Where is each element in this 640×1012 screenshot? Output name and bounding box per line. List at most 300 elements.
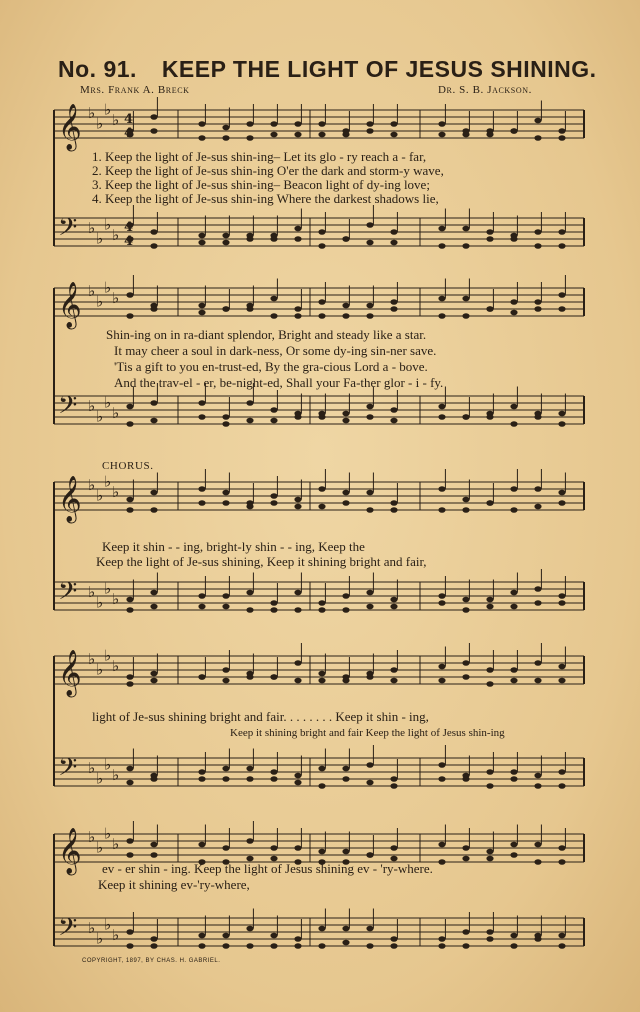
note-head <box>270 418 277 424</box>
note-head <box>342 313 349 319</box>
note-head <box>198 400 205 406</box>
note-head <box>342 766 349 772</box>
note-head <box>510 769 517 775</box>
flat-sign: ♭ <box>104 472 112 491</box>
chorus-bass-line-1: Keep the light of Je-sus shining, Keep it shining bright and fair, <box>96 554 427 569</box>
note-head <box>534 936 541 942</box>
note-head <box>126 507 133 513</box>
note-head <box>198 776 205 782</box>
note-head <box>246 418 253 424</box>
note-head <box>390 678 397 684</box>
note-head <box>366 762 373 768</box>
note-head <box>438 776 445 782</box>
note-head <box>342 132 349 138</box>
note-head <box>486 667 493 673</box>
note-head <box>510 842 517 848</box>
note-head <box>270 500 277 506</box>
note-head <box>534 842 541 848</box>
note-head <box>390 936 397 942</box>
note-head <box>222 766 229 772</box>
note-head <box>462 845 469 851</box>
verse-4-line-2: And the trav-el - er, be-night-ed, Shall your Fa-ther glor - i - fy. <box>114 375 444 390</box>
note-head <box>486 500 493 506</box>
flat-sign: ♭ <box>96 114 104 133</box>
note-head <box>558 769 565 775</box>
note-head <box>222 845 229 851</box>
flat-sign: ♭ <box>88 104 96 122</box>
flat-sign: ♭ <box>112 835 120 853</box>
note-head <box>198 933 205 939</box>
note-head <box>126 292 133 298</box>
note-head <box>246 674 253 680</box>
note-head <box>558 593 565 599</box>
note-head <box>150 852 157 858</box>
note-head <box>510 404 517 410</box>
note-head <box>534 600 541 606</box>
note-head <box>390 667 397 673</box>
note-head <box>462 507 469 513</box>
note-head <box>294 504 301 510</box>
note-head <box>270 296 277 302</box>
flat-sign: ♭ <box>112 483 120 501</box>
note-head <box>150 776 157 782</box>
note-head <box>270 236 277 242</box>
note-head <box>486 306 493 312</box>
note-head <box>390 306 397 312</box>
note-head <box>126 852 133 858</box>
note-head <box>270 121 277 127</box>
note-head <box>462 607 469 613</box>
note-head <box>126 404 133 410</box>
note-head <box>462 226 469 232</box>
note-head <box>150 936 157 942</box>
note-head <box>222 678 229 684</box>
note-head <box>510 933 517 939</box>
note-head <box>510 678 517 684</box>
note-head <box>438 678 445 684</box>
note-head <box>150 507 157 513</box>
note-head <box>342 607 349 613</box>
flat-sign: ♭ <box>96 407 104 426</box>
note-head <box>294 121 301 127</box>
note-head <box>150 943 157 949</box>
note-head <box>438 296 445 302</box>
note-head <box>198 310 205 316</box>
bass-clef: 𝄢 <box>58 577 78 612</box>
note-head <box>486 856 493 862</box>
time-signature-top: 4 <box>124 220 134 235</box>
note-head <box>246 838 253 844</box>
note-head <box>510 590 517 596</box>
note-head <box>270 933 277 939</box>
note-head <box>366 121 373 127</box>
note-head <box>126 313 133 319</box>
note-head <box>462 296 469 302</box>
note-head <box>534 118 541 124</box>
note-head <box>366 414 373 420</box>
note-head <box>150 114 157 120</box>
note-head <box>486 849 493 855</box>
note-head <box>294 773 301 779</box>
note-head <box>510 421 517 427</box>
note-head <box>150 590 157 596</box>
flat-sign: ♭ <box>104 579 112 598</box>
note-head <box>510 852 517 858</box>
note-head <box>558 135 565 141</box>
note-head <box>366 674 373 680</box>
note-head <box>150 128 157 134</box>
note-head <box>438 313 445 319</box>
note-head <box>462 243 469 249</box>
flat-sign: ♭ <box>88 397 96 415</box>
note-head <box>246 926 253 932</box>
note-head <box>510 236 517 242</box>
note-head <box>366 222 373 228</box>
note-head <box>198 674 205 680</box>
note-head <box>318 943 325 949</box>
note-head <box>246 121 253 127</box>
note-head <box>294 660 301 666</box>
note-head <box>198 842 205 848</box>
flat-sign: ♭ <box>112 111 120 129</box>
note-head <box>534 660 541 666</box>
note-head <box>438 762 445 768</box>
note-head <box>390 845 397 851</box>
note-head <box>222 490 229 496</box>
flat-sign: ♭ <box>88 282 96 300</box>
note-head <box>366 926 373 932</box>
flat-sign: ♭ <box>96 838 104 857</box>
verse-3-line-1: 3. Keep the light of Je-sus shin-ing– Beacon light of dy-ing love; <box>92 177 430 192</box>
note-head <box>150 400 157 406</box>
bass-clef: 𝄢 <box>58 913 78 948</box>
treble-clef: 𝄞 <box>58 828 82 874</box>
note-head <box>318 783 325 789</box>
note-head <box>462 132 469 138</box>
note-head <box>198 233 205 239</box>
chorus-label: CHORUS. <box>102 460 154 472</box>
note-head <box>438 943 445 949</box>
note-head <box>366 490 373 496</box>
note-head <box>246 776 253 782</box>
note-head <box>486 597 493 603</box>
flat-sign: ♭ <box>96 929 104 948</box>
note-head <box>294 313 301 319</box>
flat-sign: ♭ <box>96 660 104 679</box>
flat-sign: ♭ <box>112 226 120 244</box>
note-head <box>510 776 517 782</box>
flat-sign: ♭ <box>96 229 104 248</box>
verse-3-line-2: 'Tis a gift to you en-trust-ed, By the gra-cious Lord a - bove. <box>114 359 428 374</box>
note-head <box>222 604 229 610</box>
note-head <box>270 845 277 851</box>
note-head <box>222 125 229 131</box>
note-head <box>246 236 253 242</box>
note-head <box>222 306 229 312</box>
note-head <box>246 135 253 141</box>
flat-sign: ♭ <box>112 404 120 422</box>
flat-sign: ♭ <box>96 593 104 612</box>
note-head <box>342 926 349 932</box>
note-head <box>126 497 133 503</box>
flat-sign: ♭ <box>88 759 96 777</box>
note-head <box>318 121 325 127</box>
note-head <box>270 769 277 775</box>
flat-sign: ♭ <box>104 393 112 412</box>
note-head <box>366 604 373 610</box>
note-head <box>222 776 229 782</box>
note-head <box>462 929 469 935</box>
note-head <box>486 929 493 935</box>
note-head <box>270 313 277 319</box>
bass-clef: 𝄢 <box>58 391 78 426</box>
note-head <box>438 486 445 492</box>
note-head <box>294 236 301 242</box>
note-head <box>390 943 397 949</box>
note-head <box>294 845 301 851</box>
note-head <box>486 783 493 789</box>
note-head <box>486 414 493 420</box>
note-head <box>270 132 277 138</box>
verse-2-line-1: 2. Keep the light of Je-sus shin-ing O'er the dark and storm-y wave, <box>92 163 444 178</box>
note-head <box>150 229 157 235</box>
note-head <box>390 604 397 610</box>
hymn-title: KEEP THE LIGHT OF JESUS SHINING. <box>161 56 597 82</box>
note-head <box>222 135 229 141</box>
note-head <box>366 507 373 513</box>
note-head <box>438 507 445 513</box>
note-head <box>318 766 325 772</box>
note-head <box>486 236 493 242</box>
flat-sign: ♭ <box>112 766 120 784</box>
note-head <box>390 507 397 513</box>
note-head <box>318 849 325 855</box>
note-head <box>438 600 445 606</box>
note-head <box>510 667 517 673</box>
composer-credit: Dr. S. B. Jackson. <box>438 84 532 96</box>
note-head <box>534 486 541 492</box>
note-head <box>390 783 397 789</box>
note-head <box>342 418 349 424</box>
note-head <box>486 132 493 138</box>
note-head <box>534 504 541 510</box>
note-head <box>198 500 205 506</box>
note-head <box>366 313 373 319</box>
note-head <box>558 411 565 417</box>
note-head <box>294 132 301 138</box>
note-head <box>198 604 205 610</box>
note-head <box>294 590 301 596</box>
note-head <box>342 411 349 417</box>
note-head <box>318 486 325 492</box>
note-head <box>294 497 301 503</box>
note-head <box>342 940 349 946</box>
note-head <box>222 421 229 427</box>
note-head <box>246 607 253 613</box>
note-head <box>534 414 541 420</box>
note-head <box>198 593 205 599</box>
note-head <box>558 421 565 427</box>
time-signature-top: 4 <box>124 112 134 127</box>
chorus-bass-line-3: Keep it shining ev-'ry-where, <box>98 877 250 892</box>
note-head <box>294 678 301 684</box>
note-head <box>438 226 445 232</box>
note-head <box>390 418 397 424</box>
note-head <box>342 593 349 599</box>
note-head <box>222 240 229 246</box>
note-head <box>318 504 325 510</box>
note-head <box>534 135 541 141</box>
note-head <box>318 671 325 677</box>
bass-clef: 𝄢 <box>58 213 78 248</box>
note-head <box>198 943 205 949</box>
verse-2-line-2: It may cheer a soul in dark-ness, Or some dy-ing sin-ner save. <box>114 343 437 358</box>
copyright-notice: COPYRIGHT, 1897, BY CHAS. H. GABRIEL. <box>82 958 221 964</box>
note-head <box>462 660 469 666</box>
note-head <box>510 507 517 513</box>
note-head <box>510 943 517 949</box>
note-head <box>558 292 565 298</box>
note-head <box>198 303 205 309</box>
note-head <box>318 229 325 235</box>
note-head <box>462 674 469 680</box>
note-head <box>342 236 349 242</box>
flat-sign: ♭ <box>88 476 96 494</box>
flat-sign: ♭ <box>104 755 112 774</box>
flat-sign: ♭ <box>112 926 120 944</box>
chorus-soprano-line-3: ev - er shin - ing. Keep the light of Jesus shining ev - 'ry-where. <box>102 861 433 876</box>
note-head <box>126 838 133 844</box>
note-head <box>390 132 397 138</box>
note-head <box>558 490 565 496</box>
note-head <box>510 486 517 492</box>
flat-sign: ♭ <box>104 278 112 297</box>
note-head <box>366 852 373 858</box>
note-head <box>366 404 373 410</box>
note-head <box>126 421 133 427</box>
note-head <box>126 929 133 935</box>
note-head <box>366 780 373 786</box>
note-head <box>150 418 157 424</box>
note-head <box>222 943 229 949</box>
note-head <box>294 936 301 942</box>
note-head <box>342 678 349 684</box>
note-head <box>390 407 397 413</box>
note-head <box>246 306 253 312</box>
note-head <box>534 243 541 249</box>
note-head <box>198 121 205 127</box>
note-head <box>438 593 445 599</box>
note-head <box>270 600 277 606</box>
note-head <box>462 597 469 603</box>
note-head <box>318 414 325 420</box>
verse-4-line-1: 4. Keep the light of Je-sus shin-ing Where the darkest shadows lie, <box>92 191 439 206</box>
note-head <box>246 943 253 949</box>
note-head <box>270 943 277 949</box>
note-head <box>150 678 157 684</box>
note-head <box>318 607 325 613</box>
note-head <box>318 313 325 319</box>
note-head <box>510 310 517 316</box>
note-head <box>126 681 133 687</box>
note-head <box>222 593 229 599</box>
note-head <box>150 842 157 848</box>
lyricist-credit: Mrs. Frank A. Breck <box>80 84 190 96</box>
flat-sign: ♭ <box>112 657 120 675</box>
note-head <box>294 943 301 949</box>
chorus-soprano-line-2: light of Je-sus shining bright and fair. . . . . . . . Keep it shin - ing, <box>92 709 429 724</box>
note-head <box>150 490 157 496</box>
note-head <box>438 243 445 249</box>
note-head <box>270 407 277 413</box>
note-head <box>558 128 565 134</box>
note-head <box>390 299 397 305</box>
flat-sign: ♭ <box>104 215 112 234</box>
note-head <box>150 604 157 610</box>
treble-clef: 𝄞 <box>58 282 82 328</box>
note-head <box>438 664 445 670</box>
note-head <box>270 493 277 499</box>
note-head <box>222 414 229 420</box>
note-head <box>342 849 349 855</box>
note-head <box>558 859 565 865</box>
note-head <box>462 313 469 319</box>
note-head <box>246 400 253 406</box>
note-head <box>558 783 565 789</box>
hymn-number: No. 91. <box>58 56 137 82</box>
flat-sign: ♭ <box>88 650 96 668</box>
note-head <box>318 600 325 606</box>
note-head <box>342 500 349 506</box>
note-head <box>510 299 517 305</box>
note-head <box>198 414 205 420</box>
note-head <box>366 240 373 246</box>
flat-sign: ♭ <box>112 590 120 608</box>
note-head <box>294 414 301 420</box>
note-head <box>318 678 325 684</box>
note-head <box>462 856 469 862</box>
note-head <box>270 674 277 680</box>
note-head <box>390 776 397 782</box>
note-head <box>558 845 565 851</box>
treble-clef: 𝄞 <box>58 104 82 150</box>
note-head <box>342 303 349 309</box>
note-head <box>510 604 517 610</box>
note-head <box>534 229 541 235</box>
note-head <box>390 597 397 603</box>
note-head <box>438 936 445 942</box>
note-head <box>150 671 157 677</box>
note-head <box>294 306 301 312</box>
flat-sign: ♭ <box>112 289 120 307</box>
note-head <box>366 303 373 309</box>
note-head <box>294 226 301 232</box>
note-head <box>270 776 277 782</box>
note-head <box>390 121 397 127</box>
note-head <box>318 299 325 305</box>
verse-1-line-1: 1. Keep the light of Je-sus shin-ing– Let its glo - ry reach a - far, <box>92 149 427 164</box>
treble-clef: 𝄞 <box>58 476 82 522</box>
note-head <box>558 600 565 606</box>
note-head <box>486 769 493 775</box>
note-head <box>126 607 133 613</box>
flat-sign: ♭ <box>96 769 104 788</box>
note-head <box>150 243 157 249</box>
note-head <box>366 590 373 596</box>
note-head <box>558 229 565 235</box>
note-head <box>390 229 397 235</box>
note-head <box>294 780 301 786</box>
